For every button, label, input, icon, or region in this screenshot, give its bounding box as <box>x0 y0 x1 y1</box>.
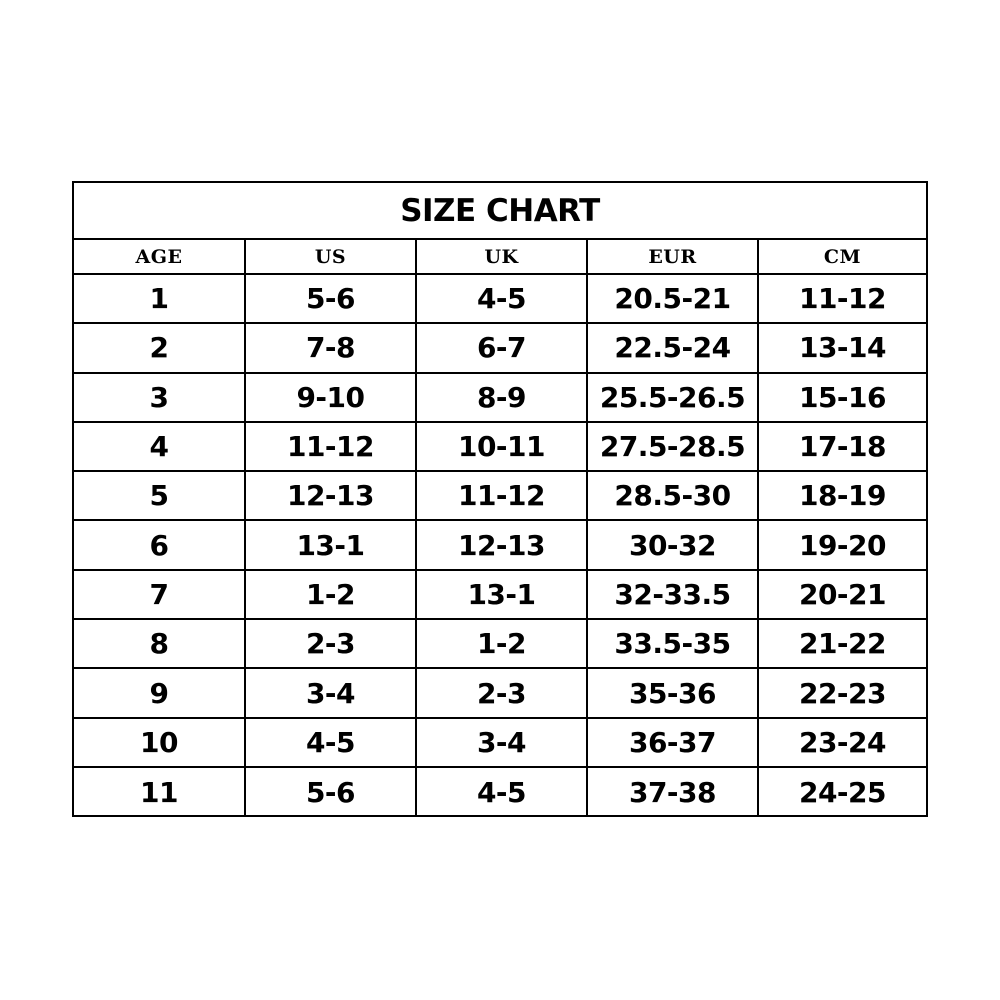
cell-age: 2 <box>74 323 245 372</box>
table-row <box>74 718 926 767</box>
table-row <box>74 323 926 372</box>
size-table <box>74 240 926 816</box>
cell-uk: 13-1 <box>416 570 587 619</box>
column-header-age: AGE <box>74 240 245 274</box>
cell-age: 9 <box>74 668 245 717</box>
cell-eur: 37-38 <box>587 767 758 816</box>
cell-eur: 27.5-28.5 <box>587 422 758 471</box>
cell-age: 5 <box>74 471 245 520</box>
cell-cm: 15-16 <box>798 380 887 414</box>
table-row <box>74 520 926 569</box>
cell-eur: 25.5-26.5 <box>587 373 758 422</box>
column-header-us: US <box>245 240 416 274</box>
cell-us: 5-6 <box>245 767 416 816</box>
cell-eur: 28.5-30 <box>587 471 758 520</box>
cell-cm: 20-21 <box>798 577 887 611</box>
cell-age: 11 <box>74 767 245 816</box>
column-header-cm: CM <box>823 245 862 268</box>
size-chart <box>72 181 928 817</box>
cell-uk: 4-5 <box>416 274 587 323</box>
cell-uk: 3-4 <box>416 718 587 767</box>
column-header-uk: UK <box>416 240 587 274</box>
cell-cm: 13-14 <box>798 331 887 365</box>
table-row <box>74 668 926 717</box>
cell-uk: 11-12 <box>416 471 587 520</box>
cell-us: 9-10 <box>245 373 416 422</box>
cell-uk: 12-13 <box>416 520 587 569</box>
header-row <box>74 240 926 274</box>
cell-us: 13-1 <box>245 520 416 569</box>
cell-age: 10 <box>74 718 245 767</box>
cell-cm: 19-20 <box>798 528 887 562</box>
cell-us: 12-13 <box>245 471 416 520</box>
cell-us: 2-3 <box>245 619 416 668</box>
chart-title: SIZE CHART <box>74 183 926 240</box>
cell-eur: 36-37 <box>587 718 758 767</box>
cell-cm: 18-19 <box>798 479 887 513</box>
cell-cm: 17-18 <box>798 430 887 464</box>
cell-us: 3-4 <box>245 668 416 717</box>
cell-eur: 20.5-21 <box>587 274 758 323</box>
cell-uk: 10-11 <box>416 422 587 471</box>
cell-eur: 30-32 <box>587 520 758 569</box>
table-row <box>74 767 926 816</box>
cell-cm: 23-24 <box>798 725 887 759</box>
cell-eur: 35-36 <box>587 668 758 717</box>
table-row <box>74 274 926 323</box>
cell-uk: 4-5 <box>416 767 587 816</box>
table-row <box>74 373 926 422</box>
cell-eur: 32-33.5 <box>587 570 758 619</box>
cell-us: 7-8 <box>245 323 416 372</box>
cell-cm: 11-12 <box>798 282 887 316</box>
cell-cm: 24-25 <box>798 775 887 809</box>
table-row <box>74 570 926 619</box>
cell-cm: 22-23 <box>798 676 887 710</box>
cell-age: 1 <box>74 274 245 323</box>
cell-us: 5-6 <box>245 274 416 323</box>
cell-uk: 1-2 <box>416 619 587 668</box>
cell-eur: 33.5-35 <box>587 619 758 668</box>
cell-us: 4-5 <box>245 718 416 767</box>
cell-age: 7 <box>74 570 245 619</box>
table-row <box>74 471 926 520</box>
cell-age: 8 <box>74 619 245 668</box>
table-row <box>74 619 926 668</box>
cell-uk: 6-7 <box>416 323 587 372</box>
cell-age: 6 <box>74 520 245 569</box>
column-header-eur: EUR <box>587 240 758 274</box>
cell-us: 11-12 <box>245 422 416 471</box>
cell-cm: 21-22 <box>798 627 887 661</box>
cell-uk: 2-3 <box>416 668 587 717</box>
cell-eur: 22.5-24 <box>587 323 758 372</box>
cell-age: 3 <box>74 373 245 422</box>
cell-age: 4 <box>74 422 245 471</box>
table-row <box>74 422 926 471</box>
cell-uk: 8-9 <box>416 373 587 422</box>
cell-us: 1-2 <box>245 570 416 619</box>
